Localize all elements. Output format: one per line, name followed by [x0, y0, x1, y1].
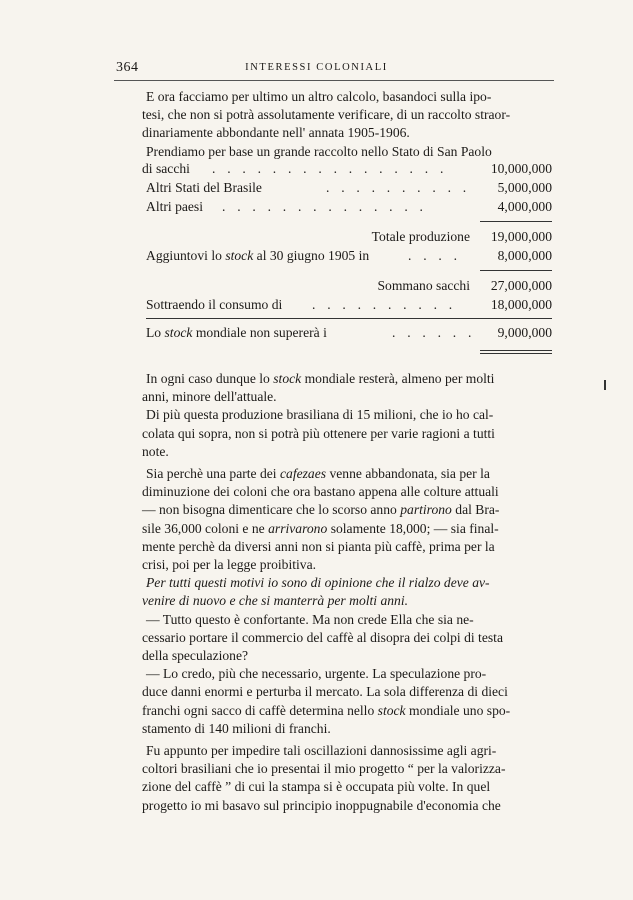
text-line: sile 36,000 coloni e ne arrivarono solamente 18,000; — sia final-: [142, 520, 499, 536]
text-line: coltori brasiliani che io presentai il mio progetto “ per la valorizza-: [142, 761, 506, 777]
leader-dots: . . . . . . . . . .: [312, 297, 457, 312]
text-line: zione del caffè ” di cui la stampa si è occupata più volte. In quel: [142, 779, 491, 795]
table-row: [146, 278, 552, 297]
intro-line-1: E ora facciamo per ultimo un altro calcolo, basandoci sulla ipo-: [146, 89, 492, 104]
table-row: [142, 161, 552, 180]
text-line: stamento di 140 milioni di franchi.: [142, 720, 331, 736]
leader-dots: . . . . . .: [392, 325, 476, 340]
row-value: 5,000,000: [497, 180, 552, 195]
leader-dots: . . . . . . . . . .: [326, 180, 471, 195]
header-rule: [114, 80, 554, 81]
text-line: venire di nuovo e che si manterrà per molti anni.: [142, 593, 409, 609]
row-label: Totale produzione: [371, 229, 470, 244]
running-head: INTERESSI COLONIALI: [245, 62, 388, 73]
final-rule-2: [480, 353, 552, 354]
row-value: 19,000,000: [490, 229, 552, 244]
row-value: 8,000,000: [497, 248, 552, 263]
text-line: progetto io mi basavo sul principio inoppugnabile d'economia che: [142, 797, 501, 813]
row-label: di sacchi: [142, 161, 190, 176]
row-value: 27,000,000: [490, 278, 552, 293]
margin-mark: [604, 380, 606, 390]
row-value: 4,000,000: [497, 199, 552, 214]
text-line: — Tutto questo è confortante. Ma non crede Ella che sia ne-: [146, 611, 474, 627]
consumption-rule: [146, 318, 552, 319]
text-line: duce danni enormi e perturba il mercato. La sola differenza di dieci: [142, 684, 508, 700]
row-value: 10,000,000: [490, 161, 552, 176]
text-line: Sia perchè una parte dei cafezaes venne abbandonata, sia per la: [146, 466, 490, 482]
leader-dots: . . . . . . . . . . . . . .: [222, 199, 428, 214]
total-rule: [480, 270, 552, 271]
text-line: Di più questa produzione brasiliana di 15 milioni, che io ho cal-: [146, 407, 494, 423]
text-line: — non bisogna dimenticare che lo scorso anno partirono dal Bra-: [142, 502, 500, 518]
text-line: — Lo credo, più che necessario, urgente. La speculazione pro-: [146, 666, 487, 682]
text-line: della speculazione?: [142, 648, 249, 664]
row-label: Lo stock mondiale non supererà i: [146, 325, 327, 340]
table-row: [146, 199, 552, 218]
text-line: note.: [142, 443, 169, 459]
row-value: 18,000,000: [490, 297, 552, 312]
text-line: Per tutti questi motivi io sono di opinione che il rialzo deve av-: [146, 575, 490, 591]
leader-dots: . . . . . . . . . . . . . . . .: [212, 161, 448, 176]
page-number: 364: [116, 60, 139, 75]
text-line: cessario portare il commercio del caffè al disopra dei colpi di testa: [142, 629, 503, 645]
row-label: Sottraendo il consumo di: [146, 297, 283, 312]
intro-line-3: dinariamente abbondante nell' annata 1905-1906.: [142, 125, 410, 141]
row-label: Aggiuntovi lo stock al 30 giugno 1905 in: [146, 248, 370, 263]
row-value: 9,000,000: [497, 325, 552, 340]
row-label: Sommano sacchi: [377, 278, 470, 293]
table-row: [146, 297, 552, 316]
text-line: anni, minore dell'attuale.: [142, 389, 277, 405]
subtotal-rule: [480, 221, 552, 222]
table-row: [146, 248, 552, 267]
text-line: diminuzione dei coloni che ora bastano appena alle colture attuali: [142, 484, 499, 500]
table-row: [146, 229, 552, 248]
text-line: mente perchè da diversi anni non si pianta più caffè, prima per la: [142, 538, 495, 554]
text-line: colata qui sopra, non si potrà più ottenere per varie ragioni a tutti: [142, 425, 495, 441]
body-text: [142, 370, 552, 815]
final-rule-1: [480, 350, 552, 351]
table-row: [146, 325, 552, 344]
row-label: Altri Stati del Brasile: [146, 180, 262, 195]
text-line: franchi ogni sacco di caffè determina nello stock mondiale uno spo-: [142, 702, 511, 718]
intro-line-2: tesi, che non si potrà assolutamente verificare, di un raccolto straor-: [142, 107, 511, 123]
table-row: [146, 180, 552, 199]
text-line: crisi, poi per la legge proibitiva.: [142, 557, 317, 573]
intro-paragraph: [142, 88, 552, 161]
row-label: Altri paesi: [146, 199, 204, 214]
text-line: Fu appunto per impedire tali oscillazioni dannosissime agli agri-: [146, 743, 497, 759]
leader-dots: . . . .: [408, 248, 462, 263]
intro-line-4: Prendiamo per base un grande raccolto nello Stato di San Paolo: [146, 143, 492, 159]
text-line: In ogni caso dunque lo stock mondiale resterà, almeno per molti: [146, 371, 495, 386]
